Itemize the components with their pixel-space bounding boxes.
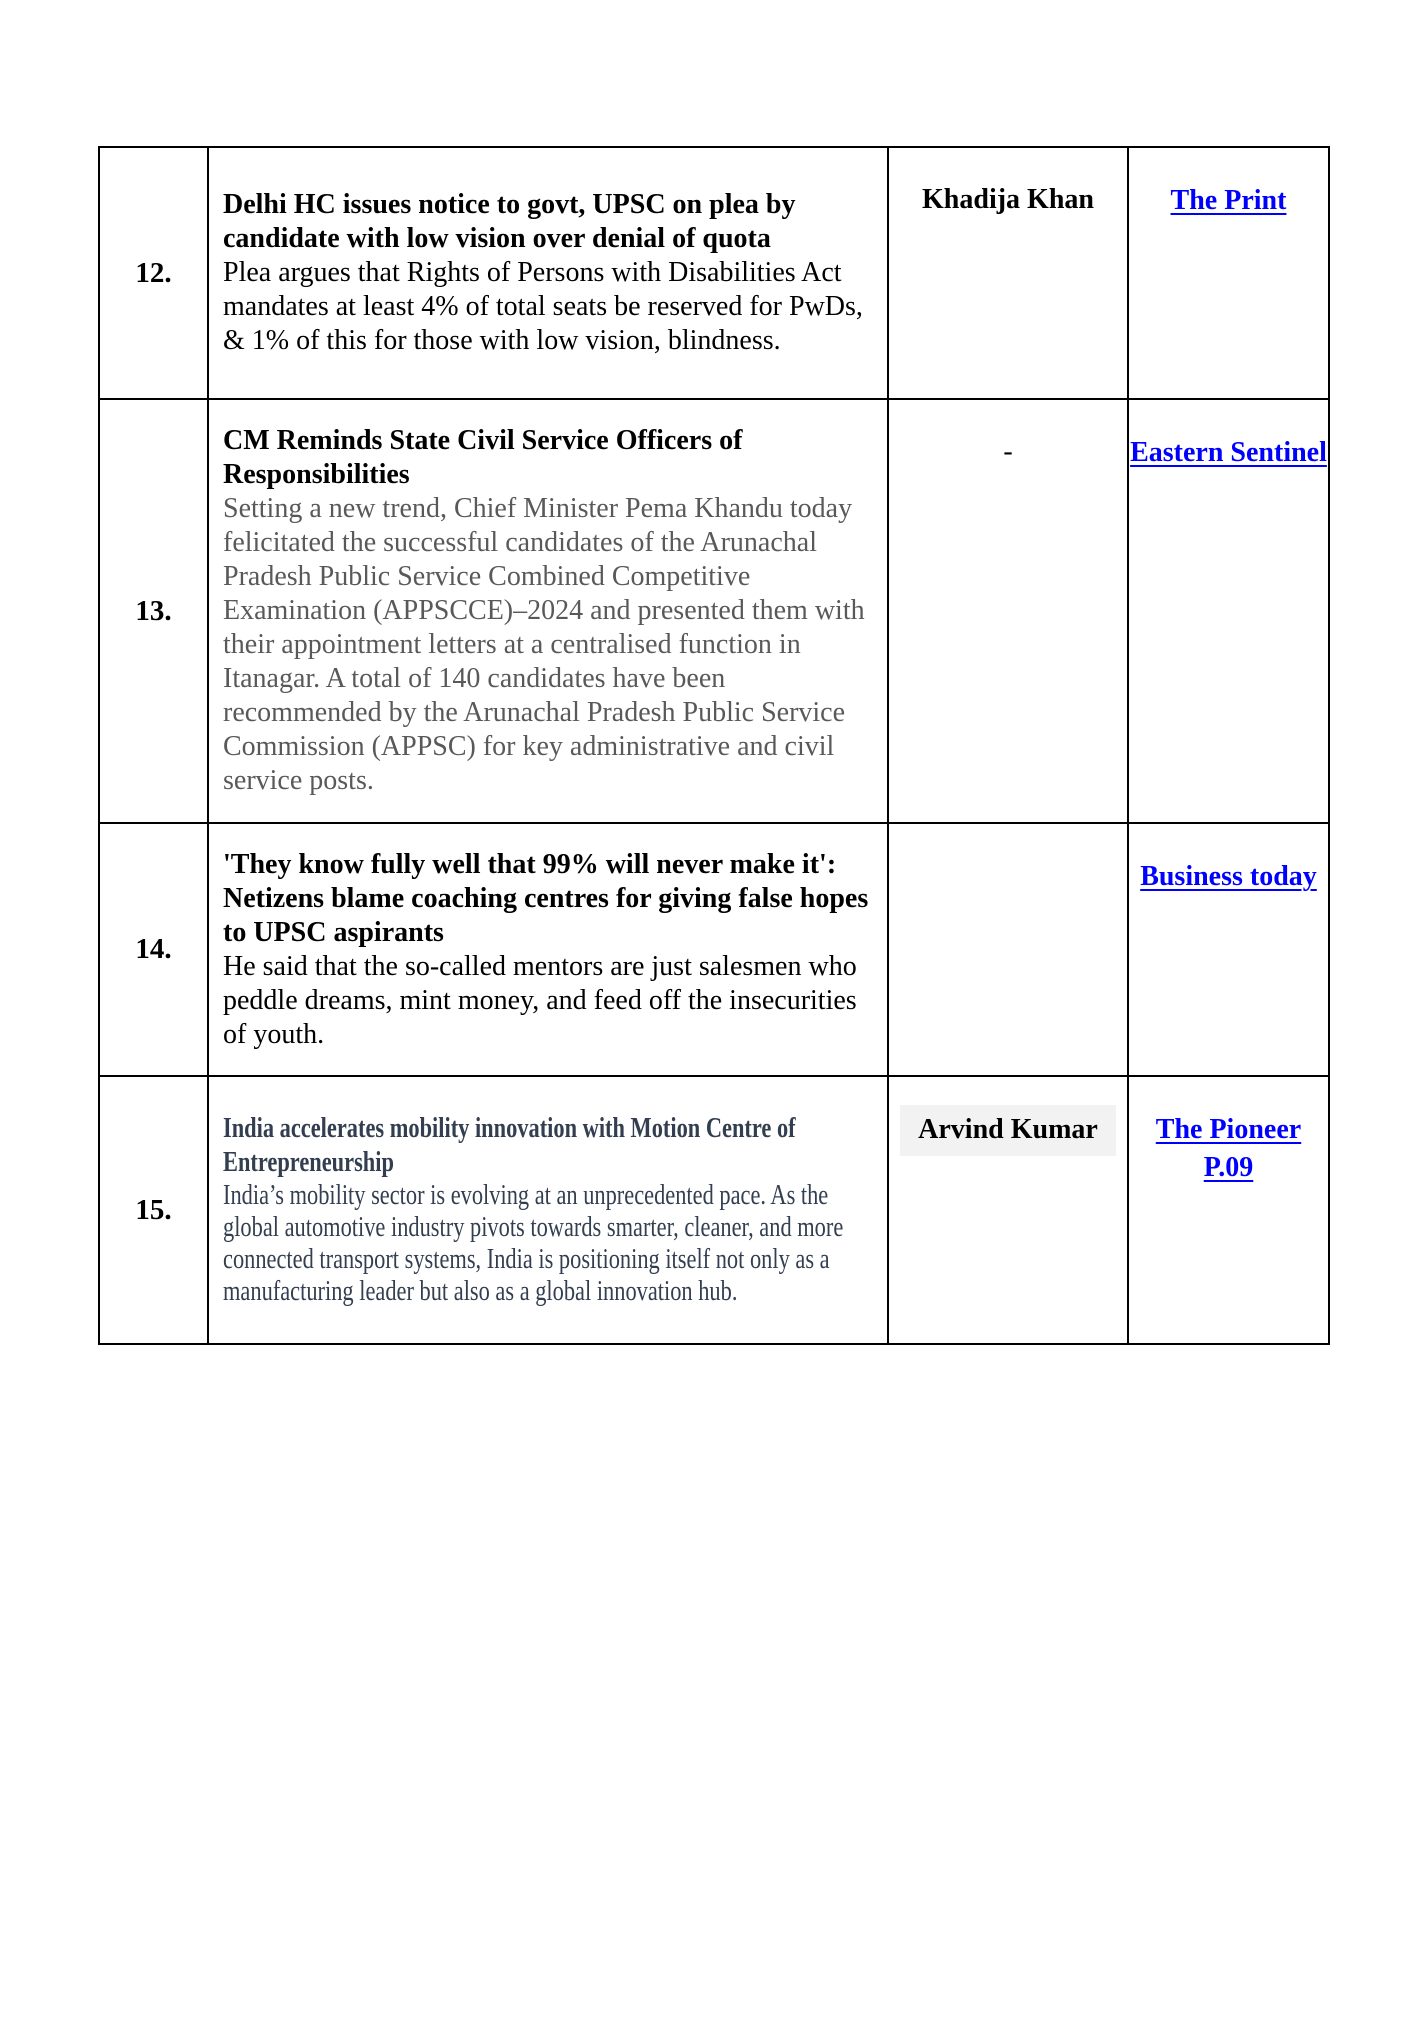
row-number-cell — [99, 399, 208, 823]
source-link[interactable]: Business today — [1140, 861, 1317, 892]
source-link[interactable]: The Pioneer P.09 — [1155, 1114, 1302, 1183]
source-cell — [1128, 147, 1329, 399]
author-cell — [888, 823, 1128, 1076]
table-row — [99, 147, 1329, 399]
row-number: 12. — [135, 256, 172, 289]
story-summary: He said that the so-called mentors are just salesmen who peddle dreams, mint money, and feed off the insecurities of youth. — [223, 950, 857, 1050]
row-number: 13. — [135, 594, 172, 627]
source-link[interactable]: Eastern Sentinel — [1130, 437, 1327, 468]
story-title: India accelerates mobility innovation with Motion Centre of Entrepreneurship — [223, 1113, 796, 1178]
row-number-cell — [99, 147, 208, 399]
story-title: 'They know fully well that 99% will never make it': Netizens blame coaching centres for giving false hopes to UPSC aspirants — [223, 848, 869, 948]
author-cell — [888, 1076, 1128, 1344]
story-cell — [208, 823, 888, 1076]
story-cell — [208, 399, 888, 823]
news-table-body — [99, 147, 1329, 1344]
story-title: Delhi HC issues notice to govt, UPSC on plea by candidate with low vision over denial of quota — [223, 189, 796, 254]
author-name: - — [1003, 436, 1013, 467]
author-name: Arvind Kumar — [900, 1105, 1116, 1156]
story-cell — [208, 1076, 888, 1344]
story-summary: India’s mobility sector is evolving at an unprecedented pace. As the global automotive industry pivots towards smarter, cleaner, and more connected transport systems, India is positioning itself not only as a manufacturing leader but also as a global innovation hub. — [223, 1180, 844, 1307]
story-summary: Setting a new trend, Chief Minister Pema Khandu today felicitated the successful candidates of the Arunachal Pradesh Public Service Combined Competitive Examination (APPSCCE)–2024 and presented them with their appointment letters at a centralised function in Itanagar. A total of 140 candidates have been recommended by the Arunachal Pradesh Public Service Commission (APPSC) for key administrative and civil service posts. — [223, 493, 865, 796]
table-row — [99, 399, 1329, 823]
source-link[interactable]: The Print — [1170, 185, 1287, 216]
row-number: 14. — [135, 933, 172, 965]
story-title: CM Reminds State Civil Service Officers of Responsibilities — [223, 425, 743, 490]
row-number-cell — [99, 1076, 208, 1344]
table-row — [99, 1076, 1329, 1344]
author-cell — [888, 147, 1128, 399]
story-summary: Plea argues that Rights of Persons with Disabilities Act mandates at least 4% of total seats be reserved for PwDs, & 1% of this for those with low vision, blindness. — [223, 257, 863, 356]
story-cell — [208, 147, 888, 399]
author-cell — [888, 399, 1128, 823]
author-name: Khadija Khan — [922, 184, 1094, 215]
source-cell — [1128, 823, 1329, 1076]
table-row — [99, 823, 1329, 1076]
news-clippings-table — [98, 146, 1330, 1345]
row-number-cell — [99, 823, 208, 1076]
source-cell — [1128, 399, 1329, 823]
row-number: 15. — [135, 1193, 172, 1226]
source-cell — [1128, 1076, 1329, 1344]
